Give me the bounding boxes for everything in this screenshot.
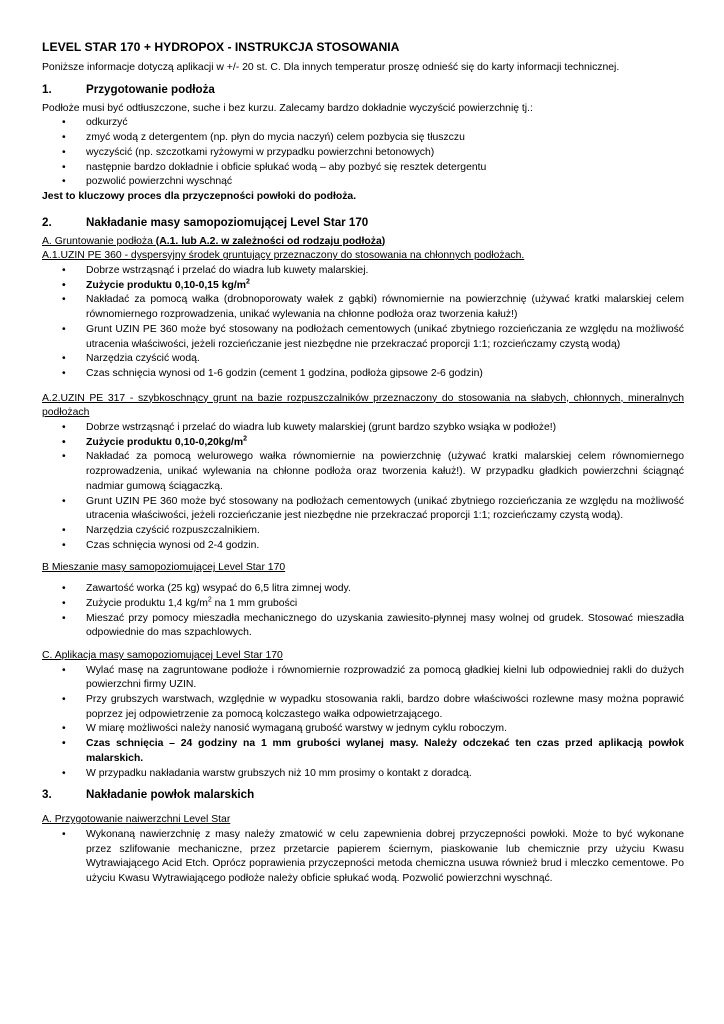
section-3-title: Nakładanie powłok malarskich xyxy=(86,788,255,802)
section-2-heading xyxy=(42,215,684,230)
list-item: • Zawartość worka (25 kg) wsypać do 6,5 litra zimnej wody. xyxy=(42,582,684,597)
subsection-b-list xyxy=(42,582,684,641)
list-item: • wyczyścić (np. szczotkami ryżowymi w przypadku powierzchni betonowych) xyxy=(42,146,684,161)
subsection-c-list xyxy=(42,664,684,782)
usage-text: Zużycie produktu 0,10-0,15 kg/m xyxy=(86,279,246,291)
subsection-a1-list xyxy=(42,264,684,382)
list-item: • W miarę możliwości należy nanosić wymaganą grubość warstwy w jednym cyklu roboczym. xyxy=(42,722,684,737)
superscript: 2 xyxy=(207,596,212,604)
list-item: • Grunt UZIN PE 360 może być stosowany na podłożach cementowych (unikać zbytniego rozcieńczania ze względu na możliwość utracenia właściwości, jeżeli rozcieńczanie jest niezbędne nie przekraczać proporcji 1:1; rozcieńczamy czystą wodą) xyxy=(42,323,684,352)
section-1-number: 1. xyxy=(42,82,52,96)
subsection-a-label: A. Gruntowanie podłoża xyxy=(42,235,153,247)
usage-text-suffix: na 1 mm grubości xyxy=(211,597,298,609)
list-item: • Czas schnięcia wynosi od 2-4 godzin. xyxy=(42,539,684,554)
subsection-a-note: (A.1. lub A.2. w zależności od rodzaju podłoża) xyxy=(155,235,386,247)
list-item: • Nakładać za pomocą welurowego wałka równomiernie na powierzchnię (używać kratki malarskiej celem równomiernego rozprowadzenia, unikać wylewania na chłonne podłoża oraz tworzenia kałuż!). W przypadku gładkich powierzchni ściągnąć nadmiar gumową ściągaczką. xyxy=(42,450,684,494)
list-item: • Dobrze wstrząsnąć i przelać do wiadra lub kuwety malarskiej. xyxy=(42,264,684,279)
section-1-title: Przygotowanie podłoża xyxy=(86,82,215,96)
section-3-subsection-a-heading: A. Przygotowanie naiwerzchni Level Star xyxy=(42,814,231,826)
list-item: • Narzędzia czyścić rozpuszczalnikiem. xyxy=(42,524,684,539)
section-2-title: Nakładanie masy samopoziomującej Level Star 170 xyxy=(86,215,369,229)
list-item: • następnie bardzo dokładnie i obficie spłukać wodą – aby pozbyć się resztek detergentu xyxy=(42,161,684,176)
list-item: • Przy grubszych warstwach, względnie w wypadku stosowania rakli, bardzo dobre właściwości rozlewne masy można poprawić poprzez jej odpowietrzenie za pomocą kolczastego wałka odpowietrzającego. xyxy=(42,693,684,722)
list-item: • Czas schnięcia – 24 godziny na 1 mm grubości wylanej masy. Należy odczekać ten czas przed aplikacją powłok malarskich. xyxy=(42,737,684,766)
list-item: • Mieszać przy pomocy mieszadła mechanicznego do uzyskania zawiesito-płynnej masy wolnej od grudek. Stosować mieszadła odpowiednie do mas szpachlowych. xyxy=(42,612,684,641)
subsection-b-heading: B Mieszanie masy samopoziomującej Level Star 170 xyxy=(42,562,286,574)
section-1-note: Jest to kluczowy proces dla przyczepności powłoki do podłoża. xyxy=(42,190,357,202)
superscript: 2 xyxy=(245,278,250,286)
list-item-usage xyxy=(42,436,684,451)
section-2-number: 2. xyxy=(42,215,52,229)
usage-text: Zużycie produktu 1,4 kg/m xyxy=(86,597,208,609)
list-item: • zmyć wodą z detergentem (np. płyn do mycia naczyń) celem pozbycia się tłuszczu xyxy=(42,131,684,146)
list-item: • Grunt UZIN PE 360 może być stosowany na podłożach cementowych (unikać zbytniego rozcieńczania ze względu na możliwość utracenia właściwości, jeżeli rozcieńczanie jest niezbędne nie przekraczać proporcji 1:1; rozcieńczamy czystą wodą). xyxy=(42,495,684,524)
section-3-number: 3. xyxy=(42,788,52,802)
list-item: • Wykonaną nawierzchnię z masy należy zmatowić w celu zapewnienia dobrej przyczepności powłoki. Może to być wykonane przez szlifowanie mechaniczne, przez przetarcie papierem ściernym, piaskowanie lub chemicznie przy użyciu Kwasu Wytrawiającego Acid Etch. Oprócz poprawienia przyczepności metoda chemiczna usuwa również brud i mleczko cementowe. Po użyciu Kwasu Wytrawiającego podłoże należy obficie spłukać wodą. Pozwolić powierzchni wyschnąć. xyxy=(42,828,684,887)
subsection-a1-heading: A.1.UZIN PE 360 - dyspersyjny środek gruntujący przeznaczony do stosowania na chłonnych podłożach. xyxy=(42,250,525,262)
list-item: • Czas schnięcia wynosi od 1-6 godzin (cement 1 godzina, podłoża gipsowe 2-6 godzin) xyxy=(42,367,684,382)
superscript: 2 xyxy=(243,435,247,443)
section-1-list xyxy=(42,116,684,190)
intro-text: Poniższe informacje dotyczą aplikacji w +/- 20 st. C. Dla innych temperatur proszę odnieść się do karty informacji technicznej. xyxy=(42,62,620,73)
section-3-list xyxy=(42,828,684,887)
subsection-a2-heading: A.2.UZIN PE 317 - szybkoschnący grunt na bazie rozpuszczalników przeznaczony do stosowania na słabych, chłonnych, mineralnych podłożach xyxy=(42,392,684,419)
list-item: • odkurzyć xyxy=(42,116,684,131)
usage-text: Zużycie produktu 0,10-0,20kg/m xyxy=(86,436,244,448)
document-page xyxy=(42,40,684,887)
list-item: • Dobrze wstrząsnąć i przelać do wiadra lub kuwety malarskiej (grunt bardzo szybko wsiąka w podłoże!) xyxy=(42,421,684,436)
section-3-heading xyxy=(42,787,684,802)
section-1-heading xyxy=(42,82,684,97)
list-item-usage xyxy=(42,279,684,294)
list-item: • pozwolić powierzchni wyschnąć xyxy=(42,175,684,190)
subsection-c-heading: C. Aplikacja masy samopoziomującej Level Star 170 xyxy=(42,649,283,661)
list-item-usage xyxy=(42,597,684,612)
subsection-a2-list xyxy=(42,421,684,553)
list-item: • Wylać masę na zagruntowane podłoże i równomiernie rozprowadzić za pomocą gładkiej kielni lub odpowiedniej rakli do dużych powierzchni firmy UZIN. xyxy=(42,664,684,693)
list-item: • Nakładać za pomocą wałka (drobnoporowaty wałek z gąbki) równomiernie na powierzchnię (używać kratki malarskiej celem równomiernego rozprowadzenia, unikać wylewania na chłonne podłoża oraz tworzenia kałuż!) xyxy=(42,293,684,322)
section-1-text: Podłoże musi być odtłuszczone, suche i bez kurzu. Zalecamy bardzo dokładnie wyczyścić powierzchnię tj.: xyxy=(42,102,533,114)
list-item: • W przypadku nakładania warstw grubszych niż 10 mm prosimy o kontakt z doradcą. xyxy=(42,767,684,782)
document-title: LEVEL STAR 170 + HYDROPOX - INSTRUKCJA STOSOWANIA xyxy=(42,40,400,54)
subsection-a-heading xyxy=(42,235,684,250)
list-item: • Narzędzia czyścić wodą. xyxy=(42,352,684,367)
